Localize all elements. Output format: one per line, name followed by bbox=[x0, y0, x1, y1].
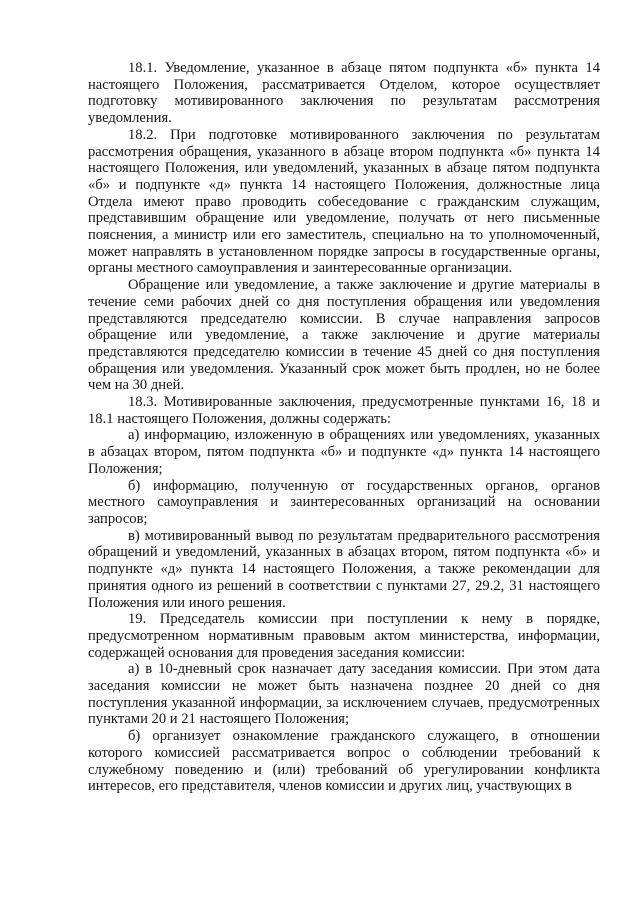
paragraph-19-a: а) в 10-дневный срок назначает дату заседания комиссии. При этом дата заседания комиссии не может быть назначена позднее 20 дней со дня поступления указанной информации, за исключением случаев, предусмотренных пунктами 20 и 21 настоящего Положения; bbox=[88, 661, 600, 728]
paragraph-18-1: 18.1. Уведомление, указанное в абзаце пятом подпункта «б» пункта 14 настоящего Положения, рассматривается Отделом, которое осуществляет подготовку мотивированного заключения по результатам рассмотрения уведомления. bbox=[88, 60, 600, 127]
paragraph-18-2-materials: Обращение или уведомление, а также заключение и другие материалы в течение семи рабочих дней со дня поступления обращения или уведомления представляются председателю комиссии. В случае направления запросов обращение или уведомление, а также заключение и другие материалы представляются председателю комиссии в течение 45 дней со дня поступления обращения или уведомления. Указанный срок может быть продлен, но не более чем на 30 дней. bbox=[88, 277, 600, 394]
paragraph-19-b: б) организует ознакомление гражданского служащего, в отношении которого комиссией рассматривается вопрос о соблюдении требований к служебному поведению и (или) требований об урегулировании конфликта интересов, его представителя, членов комиссии и других лиц, участвующих в bbox=[88, 728, 600, 795]
paragraph-18-3-b: б) информацию, полученную от государственных органов, органов местного самоуправления и заинтересованных организаций на основании запросов; bbox=[88, 477, 600, 527]
paragraph-18-2: 18.2. При подготовке мотивированного заключения по результатам рассмотрения обращения, указанного в абзаце втором подпункта «б» пункта 14 настоящего Положения, или уведомлений, указанных в абзаце пятом подпункта «б» и подпункте «д» пункта 14 настоящего Положения, должностные лица Отдела имеют право проводить собеседование с гражданским служащим, представившим обращение или уведомление, получать от него письменные пояснения, а министр или его заместитель, специально на то уполномоченный, может направлять в установленном порядке запросы в государственные органы, органы местного самоуправления и заинтересованные организации. bbox=[88, 126, 600, 277]
paragraph-18-3-v: в) мотивированный вывод по результатам предварительного рассмотрения обращений и уведомлений, указанных в абзацах втором, пятом подпункта «б» и подпункте «д» пункта 14 настоящего Положения, а также рекомендации для принятия одного из решений в соответствии с пунктами 27, 29.2, 31 настоящего Положения или иного решения. bbox=[88, 527, 600, 611]
document-body bbox=[88, 60, 600, 795]
paragraph-18-3: 18.3. Мотивированные заключения, предусмотренные пунктами 16, 18 и 18.1 настоящего Положения, должны содержать: bbox=[88, 394, 600, 427]
paragraph-18-3-a: а) информацию, изложенную в обращениях или уведомлениях, указанных в абзацах втором, пятом подпункта «б» и подпункте «д» пункта 14 настоящего Положения; bbox=[88, 427, 600, 477]
paragraph-19: 19. Председатель комиссии при поступлении к нему в порядке, предусмотренном нормативным правовым актом министерства, информации, содержащей основания для проведения заседания комиссии: bbox=[88, 611, 600, 661]
